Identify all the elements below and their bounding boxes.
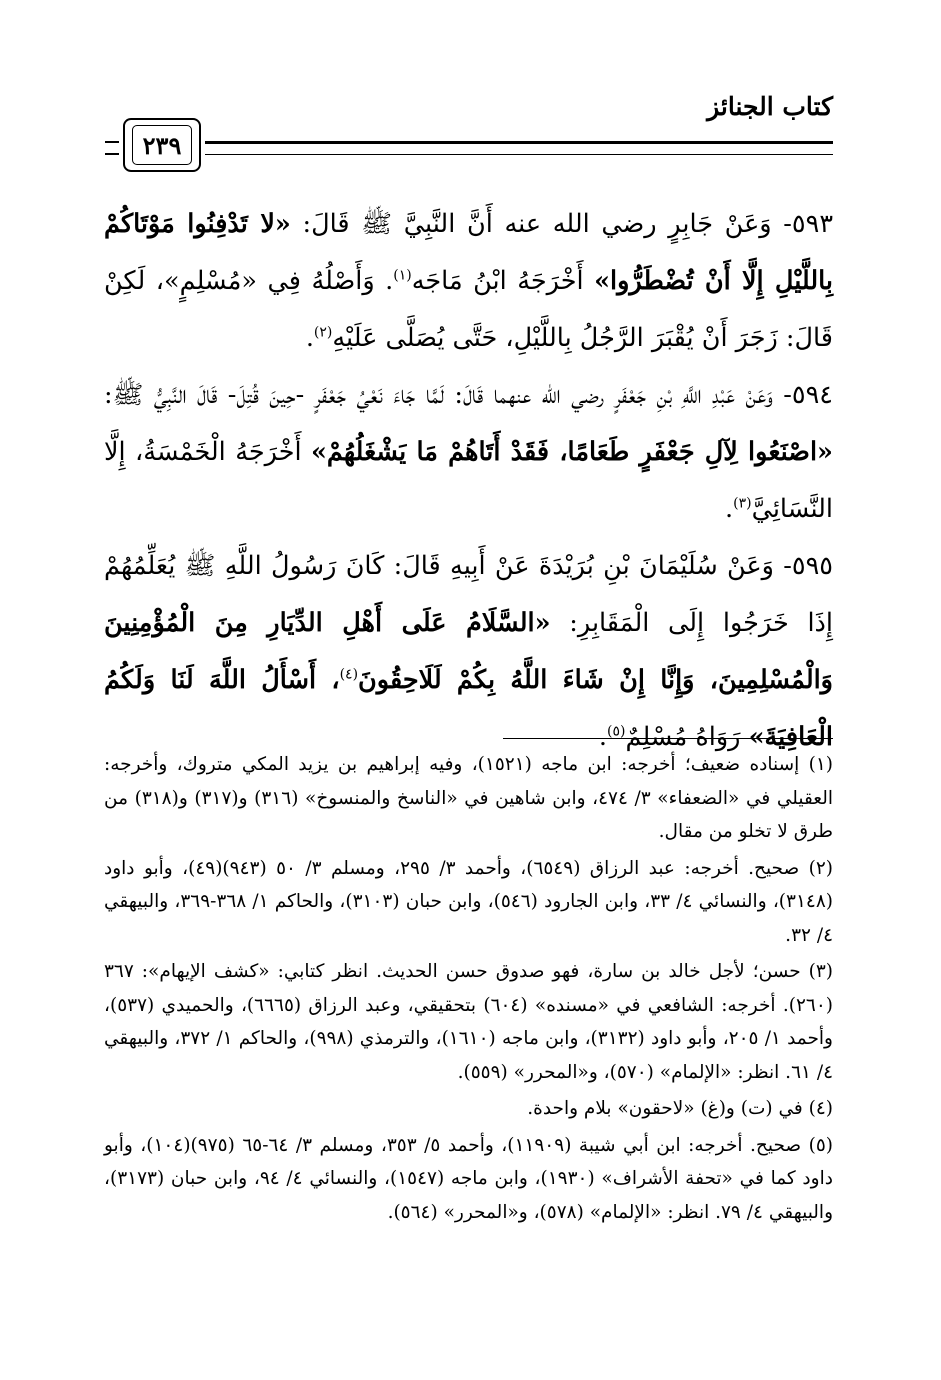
hadith-comment: . وَأَصْلُهُ فِي «مُسْلِمٍ»، لَكِنْ قَالَ: زَجَرَ أَنْ يُقْبَرَ الرَّجُلُ بِاللَّيْلِ، حَتَّى يُصَلَّى عَلَيْهِ [104, 266, 833, 353]
footnote-marker: (٤) [339, 666, 359, 683]
hadith-end: . [598, 722, 607, 752]
prophet-quote: «لا تَدْفِنُوا مَوْتَاكُمْ بِاللَّيْلِ إِلَّا أَنْ تُضْطَرُّوا» [104, 209, 833, 296]
footnote-marker: (٣) [733, 495, 752, 512]
hadith-intro: ٥٩٤- وَعَنْ عَبْدِ اللَّهِ بْنِ جَعْفَرٍ رضي الله عنهما قَالَ: لَمَّا جَاءَ نَعْيُ جَعْفَرٍ -حِينَ قُتِلَ- قَالَ النَّبِيُّ ﷺ: [104, 380, 833, 410]
footnote-separator [503, 738, 833, 739]
hadith-end: . [305, 323, 314, 353]
hadith-source: أَخْرَجَهُ ابْنُ مَاجَه [411, 266, 595, 296]
footnote-4: (٤) في (ت) و(غ) «لاحقون» بلام واحدة. [527, 1098, 833, 1119]
main-text [104, 196, 833, 766]
hadith-intro: ٥٩٣- وَعَنْ جَابِرٍ رضي الله عنه أَنَّ النَّبِيَّ ﷺ قَالَ: [290, 209, 834, 239]
hadith-595 [104, 538, 833, 766]
header-left-rule [105, 141, 119, 155]
hadith-intro: ٥٩٥- وَعَنْ سُلَيْمَانَ بْنِ بُرَيْدَةَ عَنْ أَبِيهِ قَالَ: كَانَ رَسُولُ اللَّهِ ﷺ يُعَلِّمُهُمْ إِذَا خَرَجُوا إِلَى الْمَقَابِرِ: [104, 551, 833, 638]
footnote-2: (٢) صحيح. أخرجه: عبد الرزاق (٦٥٤٩)، وأحمد ٣/ ٢٩٥، ومسلم ٣/ ٥٠ (٩٤٣)(٤٩)، وأبو داود (٣١٤٨)، والنسائي ٤/ ٣٣، وابن الجارود (٥٤٦)، وابن حبان (٣١٠٣)، والحاكم ١/ ٣٦٨-٣٦٩، والبيهقي ٤/ ٣٢. [104, 857, 833, 946]
page-number: ٢٣٩ [132, 125, 192, 165]
prophet-quote-end: ، أَسْأَلُ اللَّهَ لَنَا وَلَكُمُ الْعَافِيَةَ» [104, 665, 833, 752]
header-rule [205, 141, 833, 155]
hadith-source: أَخْرَجَهُ الْخَمْسَةُ، إِلَّا النَّسَائِيَّ [104, 437, 833, 524]
hadith-end: . [725, 494, 734, 524]
hadith-source: رَوَاهُ مُسْلِمٌ [625, 722, 749, 752]
prophet-quote: «السَّلَامُ عَلَى أَهْلِ الدِّيَارِ مِنَ الْمُؤْمِنِينَ وَالْمُسْلِمِينَ، وَإِنَّا إِنْ شَاءَ اللَّهُ بِكُمْ لَلَاحِقُونَ [104, 608, 833, 695]
footnote-marker: (٥) [607, 723, 626, 740]
footnote-3: (٣) حسن؛ لأجل خالد بن سارة، فهو صدوق حسن الحديث. انظر كتابي: «كشف الإيهام»: ٣٦٧ (٢٦٠). أخرجه: الشافعي في «مسنده» (٦٠٤) بتحقيقي، وعبد الرزاق (٦٦٦٥)، والحميدي (٥٣٧)، وأحمد ١/ ٢٠٥، وأبو داود (٣١٣٢)، وابن ماجه (١٦١٠)، والترمذي (٩٩٨)، والحاكم ١/ ٣٧٢، والبيهقي ٤/ ٦١. انظر: «الإلمام» (٥٧٠)، و«المحرر» (٥٥٩). [104, 961, 833, 1083]
footnote-marker: (٢) [313, 324, 333, 341]
footnote-marker: (١) [393, 267, 412, 284]
footnote-5: (٥) صحيح. أخرجه: ابن أبي شيبة (١١٩٠٩)، وأحمد ٥/ ٣٥٣، ومسلم ٣/ ٦٤-٦٥ (٩٧٥)(١٠٤)، وأبو داود كما في «تحفة الأشراف» (١٩٣٠)، وابن ماجه (١٥٤٧)، والنسائي ٤/ ٩٤، وابن حبان (٣١٧٣)، والبيهقي ٤/ ٧٩. انظر: «الإلمام» (٥٧٨)، و«المحرر» (٥٦٤). [104, 1134, 833, 1223]
prophet-quote: «اصْنَعُوا لِآلِ جَعْفَرٍ طَعَامًا، فَقَدْ أَتَاهُمْ مَا يَشْغَلُهُمْ» [310, 437, 833, 467]
hadith-593 [104, 196, 833, 367]
page-number-frame [123, 118, 201, 172]
hadith-594 [104, 367, 833, 538]
footnote-1: (١) إسناده ضعيف؛ أخرجه: ابن ماجه (١٥٢١)، وفيه إبراهيم بن يزيد المكي متروك، وأخرجه: العقيلي في «الضعفاء» ٣/ ٤٧٤، وابن شاهين في «الناسخ والمنسوخ» (٣١٦) و(٣١٧) و(٣١٨) من طرق لا تخلو من مقال. [104, 754, 834, 842]
book-title: كتاب الجنائز [707, 92, 833, 121]
footnotes [104, 748, 833, 1232]
